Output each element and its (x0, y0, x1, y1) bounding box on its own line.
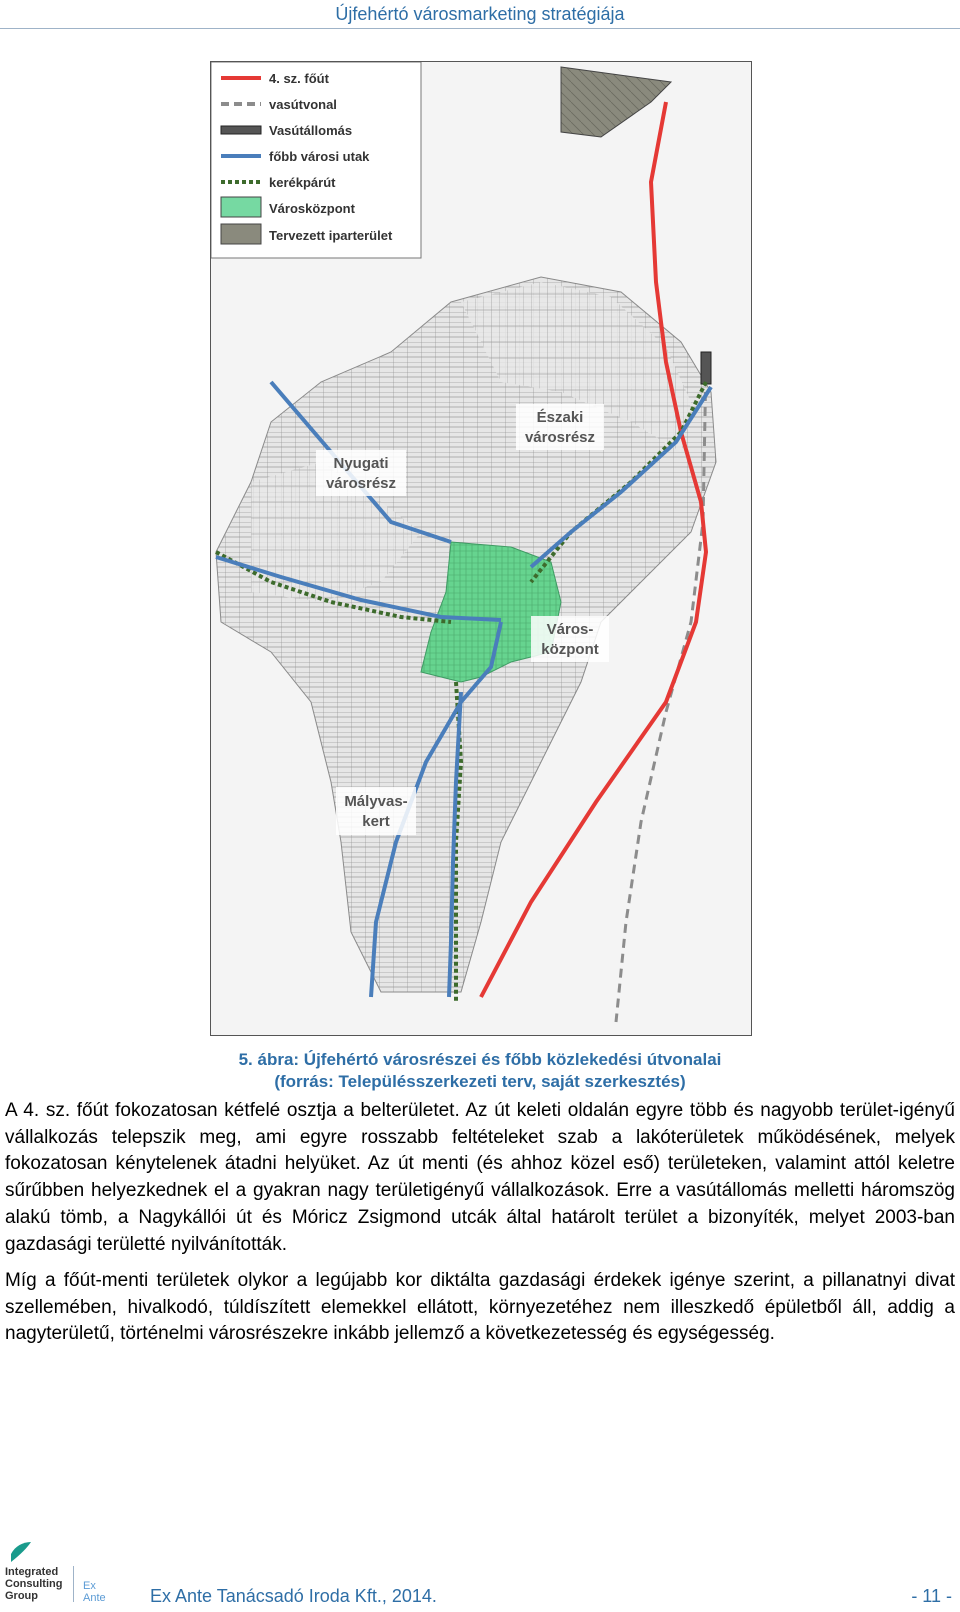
industrial-area (561, 67, 671, 137)
figure-caption-source: (forrás: Településszerkezeti terv, saját szerkesztés) (274, 1072, 686, 1091)
legend-label: Vasútállomás (269, 123, 353, 138)
legend-label: kerékpárút (269, 175, 336, 190)
figure-caption: 5. ábra: Újfehértó városrészei és főbb közlekedési útvonalai (238, 1050, 722, 1069)
page-number: - 11 - (911, 1586, 952, 1606)
paragraph: A 4. sz. főút fokozatosan kétfelé osztja a belterületet. Az út keleti oldalán egyre több és nagyobb terület-igényű vállalkozás telepszik meg, ami egyre rosszabb feltételeket szab a lakóterületek működésének, melyek fokozatosan kénytelenek átadni helyüket. Az út menti (és ahhoz közel eső) területeken, valamint attól keletre sűrűbben helyezkednek el a gyakran nagy területigényű vállalkozások. Erre a vasútállomás melletti háromszög alakú tömb, a Nagykállói út és Móricz Zsigmond utcák által határolt terület a bizonyíték, melyet 2003-ban gazdasági területté nyilvánították. (5, 1100, 955, 1255)
logo-text: Integrated (5, 1566, 59, 1578)
legend-label: Tervezett iparterület (269, 228, 393, 243)
legend-swatch-industrial (221, 224, 261, 244)
logo-text: Group (5, 1590, 38, 1602)
railway-station (701, 352, 711, 384)
paragraph: Míg a főút-menti területek olykor a legújabb kor diktálta gazdasági érdekek igénye szerint, a pillanatnyi divat szellemében, hivalkodó, túldíszített elemekkel ellátott, környezetéhez nem illeszkedő épületből áll, addig a nagyterületű, történelmi városrészekre inkább jellemző a következetesség és egységesség. (5, 1270, 955, 1345)
legend-swatch-centre (221, 197, 261, 217)
district-label-malyvaskert: kert (362, 813, 390, 830)
logo-icon (9, 1540, 33, 1564)
district-label-eszaki: Északi (536, 409, 584, 426)
district-label-kozpont: központ (541, 641, 599, 658)
logo-text: Consulting (5, 1578, 63, 1590)
district-label-nyugati: városrész (325, 475, 397, 492)
map-svg (211, 62, 751, 1035)
map-legend (211, 62, 421, 258)
legend-label: főbb városi utak (269, 149, 370, 164)
logo-exante: Ex Ante (83, 1580, 106, 1604)
header-title: Újfehértó városmarketing stratégiája (335, 4, 625, 24)
district-label-nyugati: Nyugati (333, 455, 389, 472)
legend-swatch-station (221, 126, 261, 134)
district-label-malyvaskert: Mályvas- (344, 793, 408, 810)
legend-label: vasútvonal (269, 97, 337, 112)
footer-company: Ex Ante Tanácsadó Iroda Kft., 2014. (150, 1586, 437, 1606)
district-label-eszaki: városrész (524, 429, 596, 446)
district-label-kozpont: Város- (546, 621, 594, 638)
page-header (0, 0, 960, 29)
city-map (210, 61, 752, 1036)
legend-label: Városközpont (269, 201, 355, 216)
legend-label: 4. sz. főút (269, 71, 329, 86)
